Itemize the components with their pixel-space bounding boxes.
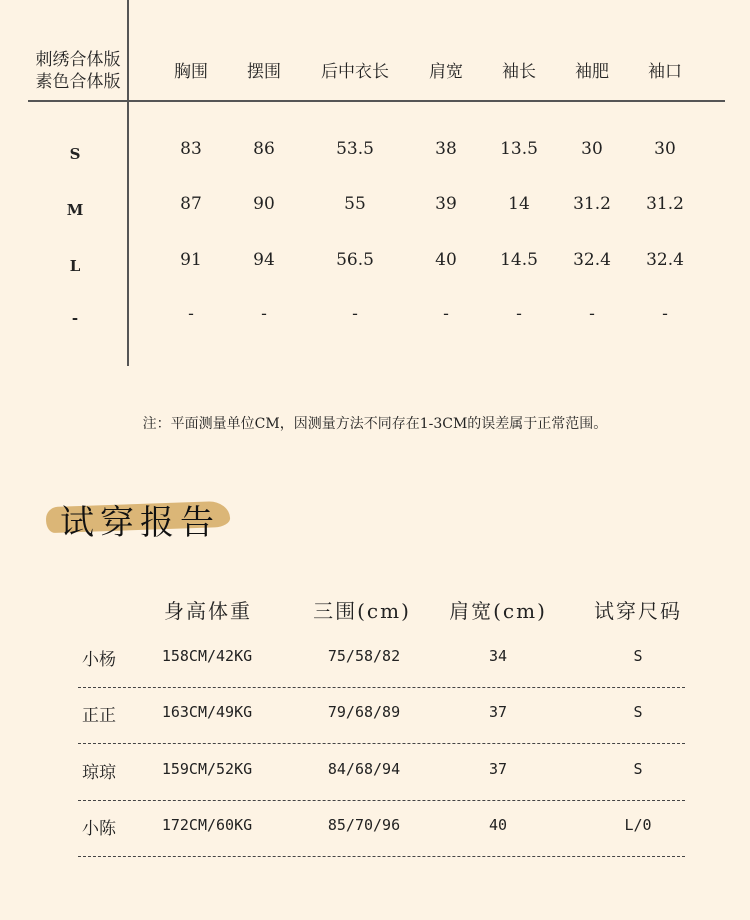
- header-height-weight: 身高体重: [164, 599, 252, 623]
- shoulder-width: 34: [488, 647, 508, 665]
- header-back-length: 后中衣长: [321, 62, 389, 82]
- table-header-divider: [28, 100, 725, 102]
- row-size-label: -: [71, 309, 79, 327]
- section-title: 试穿报告: [60, 503, 220, 543]
- height-weight: 163CM/49KG: [161, 703, 253, 721]
- header-tried-size: 试穿尺码: [594, 599, 682, 623]
- table-cell: 86: [253, 139, 275, 159]
- table-cell: 40: [435, 250, 457, 270]
- table-cell: 55: [344, 194, 366, 214]
- row-size-label: L: [69, 257, 81, 275]
- shoulder-width: 37: [488, 703, 508, 721]
- header-chest: 胸围: [174, 62, 208, 82]
- shoulder-width: 40: [488, 816, 508, 834]
- header-cuff: 袖口: [648, 62, 682, 82]
- table-cell: 13.5: [500, 139, 538, 159]
- body-measurements: 85/70/96: [327, 816, 401, 834]
- table-cell: 83: [180, 139, 202, 159]
- body-measurements: 75/58/82: [327, 647, 401, 665]
- header-sleeve-width: 袖肥: [575, 62, 609, 82]
- header-sleeve-length: 袖长: [502, 62, 536, 82]
- corner-line-embroidered: 刺绣合体版: [35, 50, 121, 70]
- table-cell: -: [443, 304, 449, 324]
- body-measurements: 79/68/89: [327, 703, 401, 721]
- fit-row: [78, 631, 685, 688]
- row-size-label: S: [69, 145, 81, 163]
- fit-row: [78, 800, 685, 857]
- header-shoulder-width: 肩宽(cm): [449, 599, 547, 623]
- table-cell: -: [352, 304, 358, 324]
- height-weight: 172CM/60KG: [161, 816, 253, 834]
- table-cell: 30: [581, 139, 603, 159]
- table-cell: 14.5: [500, 250, 538, 270]
- table-cell: 14: [508, 194, 530, 214]
- table-cell: 53.5: [336, 139, 374, 159]
- tester-name: 小陈: [82, 819, 116, 839]
- header-shoulder: 肩宽: [429, 62, 463, 82]
- row-size-label: M: [66, 201, 84, 219]
- tried-size: L/0: [624, 816, 652, 834]
- table-cell: 38: [435, 139, 457, 159]
- measurement-note: 注：平面测量单位CM，因测量方法不同存在1-3CM的误差属于正常范围。: [142, 416, 608, 432]
- table-cell: 32.4: [573, 250, 611, 270]
- fit-row: [78, 687, 685, 744]
- tester-name: 琼琼: [82, 763, 116, 783]
- table-cell: 39: [435, 194, 457, 214]
- table-cell: 94: [253, 250, 275, 270]
- table-cell: -: [261, 304, 267, 324]
- table-cell: 91: [180, 250, 202, 270]
- height-weight: 159CM/52KG: [161, 760, 253, 778]
- table-cell: -: [589, 304, 595, 324]
- table-cell: 90: [253, 194, 275, 214]
- tester-name: 小杨: [82, 650, 116, 670]
- tried-size: S: [633, 647, 643, 665]
- table-cell: 31.2: [573, 194, 611, 214]
- tried-size: S: [633, 703, 643, 721]
- table-cell: -: [516, 304, 522, 324]
- fit-row: [78, 744, 685, 801]
- table-cell: 30: [654, 139, 676, 159]
- header-measurements: 三围(cm): [313, 599, 411, 623]
- table-cell: 32.4: [646, 250, 684, 270]
- height-weight: 158CM/42KG: [161, 647, 253, 665]
- table-cell: 87: [180, 194, 202, 214]
- table-corner-label: [28, 49, 128, 93]
- tried-size: S: [633, 760, 643, 778]
- corner-line-plain: 素色合体版: [35, 72, 121, 92]
- table-cell: -: [662, 304, 668, 324]
- table-cell: 56.5: [336, 250, 374, 270]
- table-cell: 31.2: [646, 194, 684, 214]
- shoulder-width: 37: [488, 760, 508, 778]
- body-measurements: 84/68/94: [327, 760, 401, 778]
- table-cell: -: [188, 304, 194, 324]
- tester-name: 正正: [82, 706, 116, 726]
- header-hem: 摆围: [247, 62, 281, 82]
